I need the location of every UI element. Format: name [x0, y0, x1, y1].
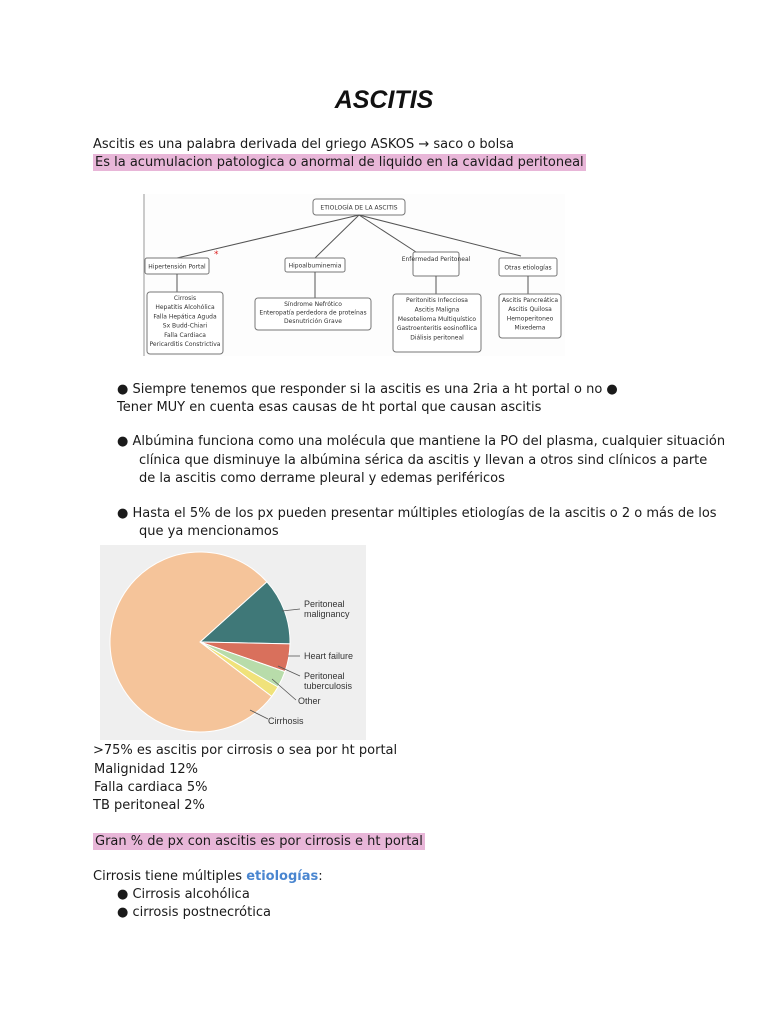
etiology-pie-chart [100, 545, 366, 740]
page-title: ASCITIS [334, 86, 434, 114]
asterisk-icon: * [214, 250, 219, 260]
diagram-item: Desnutrición Grave [284, 318, 342, 325]
diagram-item: Gastroenteritis eosinofílica [396, 325, 478, 333]
pie-label-heart: Heart failure [304, 651, 354, 661]
diagram-item: Ascitis Quilosa [508, 306, 552, 314]
diagram-item: Falla Cardiaca [164, 331, 206, 339]
diagram-item: Enteropatía perdedora de proteínas [259, 309, 367, 317]
diagram-item: Ascitis Pancreática [501, 297, 559, 304]
bullet-text: que ya mencionamos [139, 524, 279, 539]
summary-text: Gran % de px con ascitis es por cirrosis e ht portal [95, 834, 423, 849]
diagram-item: Ascitis Maligna [414, 306, 460, 314]
cirrosis-item: ● cirrosis postnecrótica [117, 905, 271, 920]
pie-label-other: Other [298, 696, 321, 706]
stat-line: >75% es ascitis por cirrosis o sea por ht portal [93, 743, 398, 758]
diagram-item: Sx Budd-Chiari [162, 322, 208, 330]
cirrosis-item: ● Cirrosis alcohólica [117, 887, 250, 902]
branch-label-line: Enfermedad Peritoneal [401, 256, 471, 263]
diagram-item: Pericarditis Constrictiva [149, 341, 221, 348]
diagram-item: Diálisis peritoneal [410, 334, 464, 342]
branch-label: Otras etiologías [504, 264, 552, 272]
bullet-text: ● Siempre tenemos que responder si la ascitis es una 2ria a ht portal o no ● [117, 382, 618, 397]
cirrosis-suffix: : [318, 869, 323, 884]
branch-label: Hipoalbuminemia [288, 262, 342, 270]
definition-text: Es la acumulacion patologica o anormal de liquido en la cavidad peritoneal [95, 155, 584, 170]
diagram-item: Hemoperitoneo [506, 315, 554, 323]
diagram-item: Síndrome Nefrótico [284, 301, 342, 308]
diagram-item: Hepatitis Alcohólica [155, 304, 215, 312]
pie-label-cirrhosis: Cirrhosis [268, 716, 304, 726]
stat-line: Malignidad 12% [94, 762, 199, 777]
intro-line: Ascitis es una palabra derivada del griego ASKOS → saco o bolsa [93, 137, 514, 152]
diagram-item: Mixedema [514, 324, 546, 332]
etiology-diagram [143, 194, 565, 356]
diagram-item: Peritonitis Infecciosa [406, 297, 468, 304]
bullet-text: clínica que disminuye la albúmina sérica da ascitis y llevan a otros sind clínicos a parte [139, 453, 708, 468]
diagram-root-label: ETIOLOGÍA DE LA ASCITIS [320, 204, 398, 212]
diagram-item: Cirrosis [173, 295, 197, 302]
etiologias-link[interactable]: etiologías [246, 869, 319, 884]
cirrosis-prefix: Cirrosis tiene múltiples [93, 869, 247, 884]
pie-label-tb: tuberculosis [304, 681, 353, 691]
bullet-text: Tener MUY en cuenta esas causas de ht portal que causan ascitis [117, 400, 542, 415]
stat-line: Falla cardiaca 5% [94, 780, 208, 795]
pie-label-malignancy: Peritoneal [304, 599, 345, 609]
diagram-item: Falla Hepática Aguda [153, 313, 217, 321]
summary-highlight [93, 834, 425, 849]
cirrosis-heading [93, 869, 323, 884]
pie-label-tb: Peritoneal [304, 671, 345, 681]
definition-highlight [93, 155, 586, 170]
bullet-text: ● Albúmina funciona como una molécula que mantiene la PO del plasma, cualquier situación [117, 434, 726, 449]
diagram-item: Mesotelioma Multiquístico [397, 315, 477, 323]
bullet-text: ● Hasta el 5% de los px pueden presentar múltiples etiologías de la ascitis o 2 o más de los [117, 506, 717, 521]
stat-line: TB peritoneal 2% [93, 798, 205, 813]
pie-label-malignancy: malignancy [304, 609, 350, 619]
bullet-text: de la ascitis como derrame pleural y edemas periféricos [139, 471, 505, 486]
branch-label: Hipertensión Portal [148, 263, 206, 271]
